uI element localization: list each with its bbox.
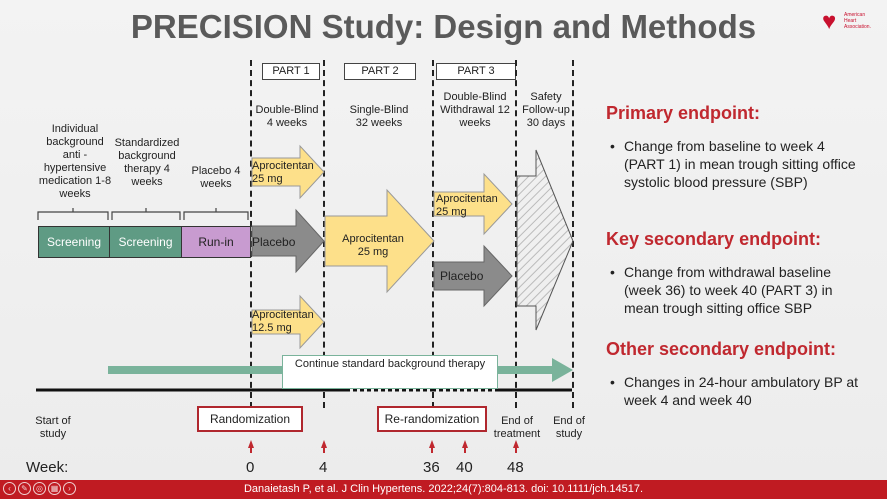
part2-design-label: Single-Blind 32 weeks [349, 104, 409, 129]
other-secondary-heading: Other secondary endpoint: [606, 339, 837, 359]
bullet-icon: • [610, 374, 615, 390]
prev-slide-icon[interactable]: ‹ [3, 482, 16, 495]
screening-box-1: Screening [38, 226, 110, 258]
week-0-marker-icon [248, 440, 254, 448]
part1-design-label: Double-Blind 4 weeks [255, 104, 319, 129]
week-40-marker-icon [462, 440, 468, 448]
key-secondary-item [610, 263, 870, 323]
week-axis-label: Week: [26, 459, 69, 476]
week-4-marker-icon [321, 440, 327, 448]
citation-footer [0, 480, 887, 499]
slides-grid-icon[interactable]: ▦ [48, 482, 61, 495]
aprocitentan12-part1-text: Aprocitentan 12.5 mg [252, 309, 314, 334]
week-0-value: 0 [246, 459, 255, 476]
week-36-value: 36 [423, 459, 440, 476]
week-40-value: 40 [456, 459, 473, 476]
part-3-label: PART 3 [436, 63, 516, 80]
week-48-marker-icon [513, 440, 519, 448]
aprocitentan25-part2-text: Aprocitentan 25 mg [342, 233, 404, 258]
week-36-marker-icon [429, 440, 435, 448]
runin-box: Run-in [181, 226, 251, 258]
arrow-safety-followup [517, 150, 573, 330]
pen-icon[interactable]: ✎ [18, 482, 31, 495]
part-2-label: PART 2 [344, 63, 416, 80]
key-secondary-heading: Key secondary endpoint: [606, 229, 822, 249]
bullet-icon: • [610, 264, 615, 280]
primary-endpoint-heading: Primary endpoint: [606, 103, 761, 123]
heart-torch-icon: ♥ [822, 8, 837, 35]
placebo-part1-text: Placebo [252, 235, 296, 249]
start-of-study-label: Start of study [35, 415, 71, 440]
placebo-part3-text: Placebo [440, 269, 484, 283]
primary-endpoint-item [610, 137, 870, 217]
part3-design-label: Double-Blind Withdrawal 12 weeks [440, 91, 510, 129]
screening-box-2: Screening [109, 226, 182, 258]
key-secondary-text: Change from withdrawal baseline (week 36) to week 40 (PART 3) in mean trough sitting office SBP [624, 264, 833, 316]
part-1-label: PART 1 [262, 63, 320, 80]
bullet-icon: • [610, 138, 615, 154]
end-of-study-label: End of study [553, 415, 585, 440]
primary-endpoint-text: Change from baseline to week 4 (PART 1) in mean trough sitting office systolic blood pressure (SBP) [624, 138, 856, 190]
other-secondary-text: Changes in 24-hour ambulatory BP at week 4 and week 40 [624, 374, 858, 408]
aprocitentan25-part1-text: Aprocitentan 25 mg [252, 160, 314, 185]
phase-standardized-label: Standardized background therapy 4 weeks [114, 137, 180, 188]
aprocitentan25-part3-text: Aprocitentan 25 mg [436, 193, 498, 218]
week-4-value: 4 [319, 459, 328, 476]
next-slide-icon[interactable]: › [63, 482, 76, 495]
citation-text: Danaietash P, et al. J Clin Hypertens. 2022;24(7):804-813. doi: 10.1111/jch.14517. [243, 483, 644, 495]
highlighter-icon[interactable]: ◎ [33, 482, 46, 495]
continue-therapy-box: Continue standard background therapy [282, 355, 498, 389]
slide-title: PRECISION Study: Design and Methods [130, 8, 757, 45]
phase-background-label: Individual background anti -hypertensive medication 1-8 weeks [38, 123, 112, 200]
week-48-value: 48 [507, 459, 524, 476]
logo-text: American Heart Association. [844, 12, 871, 30]
randomization-label: Randomization [197, 406, 303, 432]
other-secondary-item [610, 373, 870, 413]
safety-label: Safety Follow-up 30 days [522, 91, 570, 129]
end-of-treatment-label: End of treatment [493, 415, 541, 440]
phase-placebo-label: Placebo 4 weeks [191, 165, 241, 190]
rerandomization-label: Re-randomization [377, 406, 487, 432]
